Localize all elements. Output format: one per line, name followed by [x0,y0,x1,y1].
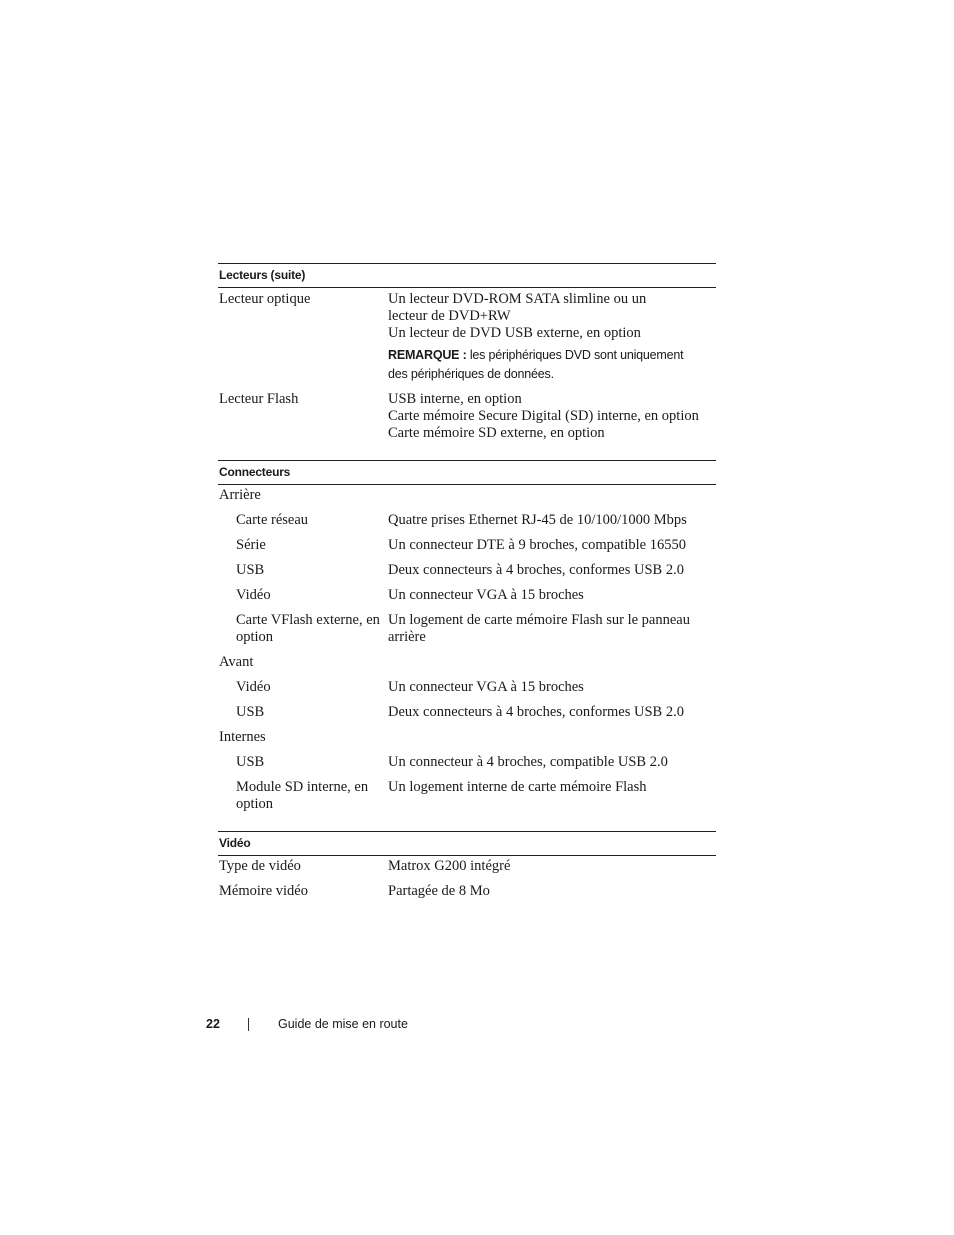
label-usb: USB [236,704,265,720]
value-line: USB interne, en option [388,391,522,407]
note-line: des périphériques de données. [388,367,554,381]
value-line: Un logement de carte mémoire Flash sur le panneau [388,612,690,628]
section-title: Lecteurs (suite) [219,268,306,282]
label-video: Vidéo [236,587,271,603]
label-lecteur-flash: Lecteur Flash [219,391,299,407]
label-usb: USB [236,754,265,770]
section-header-video [218,831,716,856]
note-label: REMARQUE : [388,348,467,362]
section-title: Vidéo [219,836,251,850]
value-line: Carte mémoire Secure Digital (SD) interne, en option [388,408,699,424]
spec-table [218,0,716,1235]
value-line: Un lecteur DVD-ROM SATA slimline ou un [388,291,647,307]
group-avant: Avant [219,654,254,670]
value-line: Deux connecteurs à 4 broches, conformes USB 2.0 [388,704,684,720]
label-type-video: Type de vidéo [219,858,301,874]
value-line: Un connecteur VGA à 15 broches [388,587,584,603]
value-line: lecteur de DVD+RW [388,308,511,324]
label-module-sd: Module SD interne, en [236,779,369,795]
value-line: Un connecteur VGA à 15 broches [388,679,584,695]
label-lecteur-optique: Lecteur optique [219,291,311,307]
note-text: les périphériques DVD sont uniquement [469,348,684,362]
group-arriere: Arrière [219,487,261,503]
value-line: arrière [388,629,426,645]
section-title: Connecteurs [219,465,291,479]
label-serie: Série [236,537,266,553]
value-line: Partagée de 8 Mo [388,883,490,899]
value-line: Un lecteur de DVD USB externe, en option [388,325,641,341]
label-video: Vidéo [236,679,271,695]
value-line: Quatre prises Ethernet RJ-45 de 10/100/1000 Mbps [388,512,687,528]
note-line [388,346,683,365]
label-memoire-video: Mémoire vidéo [219,883,308,899]
value-line: Carte mémoire SD externe, en option [388,425,605,441]
label-carte-reseau: Carte réseau [236,512,309,528]
page-number: 22 [206,1017,220,1031]
value-line: Un connecteur DTE à 9 broches, compatible 16550 [388,537,686,553]
section-header-lecteurs [218,263,716,288]
guide-title: Guide de mise en route [278,1017,408,1031]
value-line: Deux connecteurs à 4 broches, conformes USB 2.0 [388,562,684,578]
section-header-connecteurs [218,460,716,485]
value-line: Un connecteur à 4 broches, compatible USB 2.0 [388,754,668,770]
label-module-sd: option [236,796,274,812]
value-line: Un logement interne de carte mémoire Flash [388,779,647,795]
footer-separator [248,1018,249,1031]
label-carte-vflash: option [236,629,274,645]
label-usb: USB [236,562,265,578]
label-carte-vflash: Carte VFlash externe, en [236,612,380,628]
value-line: Matrox G200 intégré [388,858,511,874]
group-internes: Internes [219,729,266,745]
